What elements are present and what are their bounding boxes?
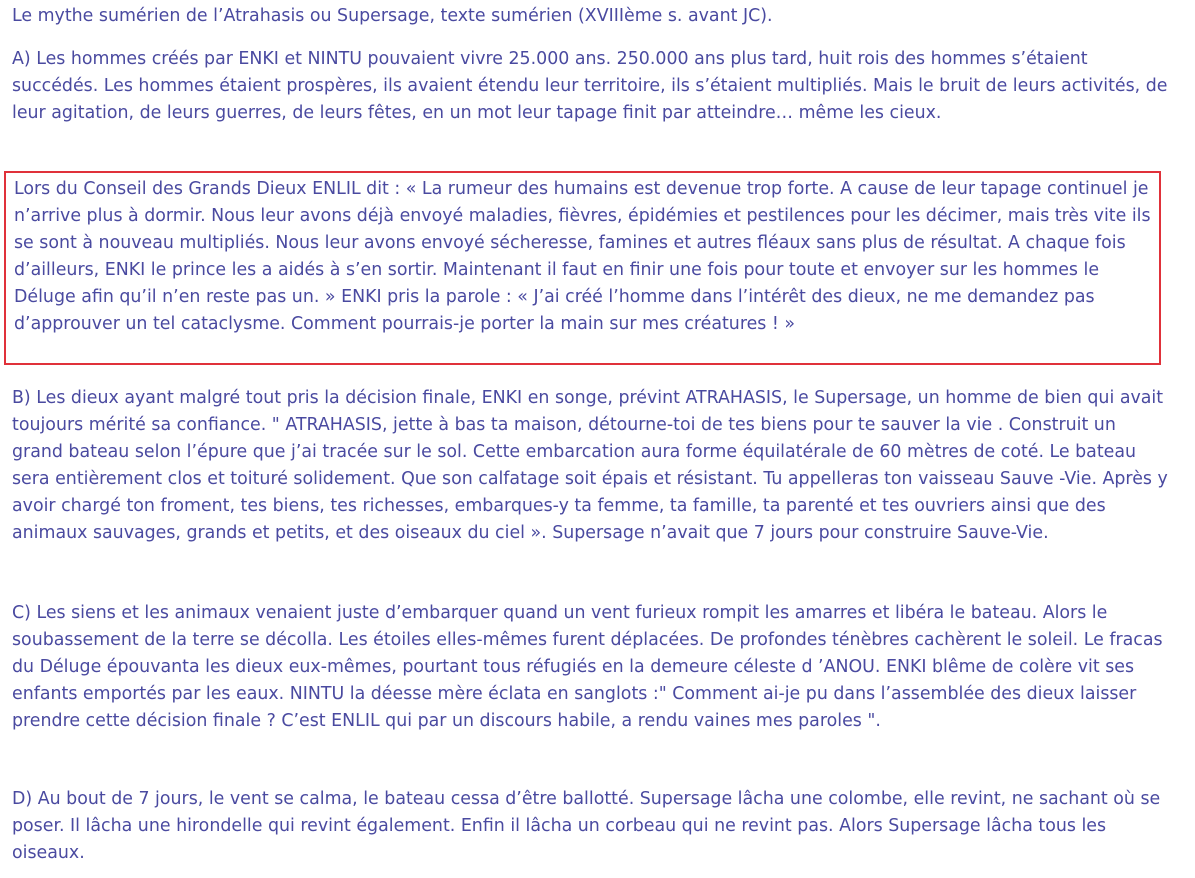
paragraph-a: A) Les hommes créés par ENKI et NINTU pouvaient vivre 25.000 ans. 250.000 ans plus tard, huit rois des hommes s’étaient succédés. Les hommes étaient prospères, ils avaient étendu leur territoire, ils s’étaient multipliés. Mais le bruit de leurs activités, de leur agitation, de leurs guerres, de leurs fêtes, en un mot leur tapage finit par atteindre… même les cieux.	[12, 49, 1168, 124]
paragraph-c: C) Les siens et les animaux venaient juste d’embarquer quand un vent furieux rompit les amarres et libéra le bateau. Alors le soubassement de la terre se décolla. Les étoiles elles-mêmes furent déplacées. De profondes ténèbres cachèrent le soleil. Le fracas du Déluge épouvanta les dieux eux-mêmes, pourtant tous réfugiés en la demeure céleste d ’ANOU. ENKI blême de colère vit ses enfants emportés par les eaux. NINTU la déesse mère éclata en sanglots :" Comment ai-je pu dans l’assemblée des dieux laisser prendre cette décision finale ? C’est ENLIL qui par un discours habile, a rendu vaines mes paroles ".	[12, 603, 1163, 732]
paragraph-d: D) Au bout de 7 jours, le vent se calma, le bateau cessa d’être ballotté. Supersage lâcha une colombe, elle revint, ne sachant où se poser. Il lâcha une hirondelle qui revint également. Enfin il lâcha un corbeau qui ne revint pas. Alors Supersage lâcha tous les oiseaux.	[12, 789, 1161, 864]
document-title: Le mythe sumérien de l’Atrahasis ou Supersage, texte sumérien (XVIIIème s. avant JC).	[12, 6, 773, 26]
highlighted-box	[4, 171, 1161, 365]
paragraph-b: B) Les dieux ayant malgré tout pris la décision finale, ENKI en songe, prévint ATRAHASIS, le Supersage, un homme de bien qui avait toujours mérité sa confiance. " ATRAHASIS, jette à bas ta maison, détourne-toi de tes biens pour te sauver la vie . Construit un grand bateau selon l’épure que j’ai tracée sur le sol. Cette embarcation aura forme équilatérale de 60 mètres de coté. Le bateau sera entièrement clos et toituré solidement. Que son calfatage soit épais et résistant. Tu appelleras ton vaisseau Sauve -Vie. Après y avoir chargé ton froment, tes biens, tes richesses, embarques-y ta femme, ta famille, ta parenté et tes ouvriers ainsi que des animaux sauvages, grands et petits, et des oiseaux du ciel ». Supersage n’avait que 7 jours pour construire Sauve-Vie.	[12, 388, 1168, 544]
highlighted-paragraph: Lors du Conseil des Grands Dieux ENLIL dit : « La rumeur des humains est devenue trop forte. A cause de leur tapage continuel je n’arrive plus à dormir. Nous leur avons déjà envoyé maladies, fièvres, épidémies et pestilences pour les décimer, mais très vite ils se sont à nouveau multipliés. Nous leur avons envoyé sécheresse, famines et autres fléaux sans plus de résultat. A chaque fois d’ailleurs, ENKI le prince les a aidés à s’en sortir. Maintenant il faut en finir une fois pour toute et envoyer sur les hommes le Déluge afin qu’il n’en reste pas un. » ENKI pris la parole : « J’ai créé l’homme dans l’intérêt des dieux, ne me demandez pas d’approuver un tel cataclysme. Comment pourrais-je porter la main sur mes créatures ! »	[14, 179, 1151, 335]
